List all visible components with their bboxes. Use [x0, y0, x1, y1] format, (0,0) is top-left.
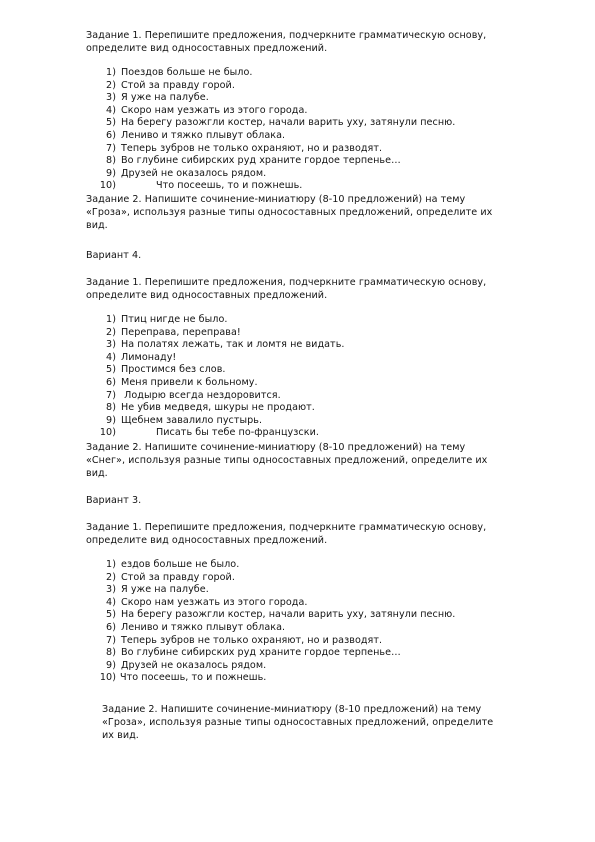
item-number: 1) — [106, 314, 116, 325]
instruction-line: «Гроза», используя разные типы односоставных предложений, определите их — [86, 207, 493, 219]
item-number: 7) — [106, 389, 116, 401]
task1-instructions — [86, 521, 556, 547]
item-text: Поездов больше не было. — [121, 67, 253, 78]
item-text: Стой за правду горой. — [121, 79, 235, 91]
instruction-line: Задание 1. Перепишите предложения, подчеркните грамматическую основу, — [86, 522, 487, 533]
item-text: Что посеешь, то и пожнешь. — [156, 180, 303, 192]
item-text: ездов больше не было. — [121, 559, 240, 570]
item-text: Во глубине сибирских руд храните гордое терпенье… — [121, 647, 401, 659]
instruction-line: Задание 2. Напишите сочинение-миниатюру (8-10 предложений) на тему — [86, 194, 466, 205]
item-number: 1) — [106, 67, 116, 78]
list-item — [86, 635, 556, 648]
instruction-line: Задание 2. Напишите сочинение-миниатюру (8-10 предложений) на тему — [102, 704, 482, 715]
variant-title: Вариант 4. — [86, 250, 142, 261]
variant-title: Вариант 3. — [86, 495, 142, 506]
item-text: Теперь зубров не только охраняют, но и разводят. — [121, 142, 383, 154]
item-text: На берегу разожгли костер, начали варить уху, затянули песню. — [121, 609, 456, 621]
list-item — [86, 105, 556, 118]
item-text: Теперь зубров не только охраняют, но и разводят. — [121, 634, 383, 646]
instruction-line: «Снег», используя разные типы односоставных предложений, определите их — [86, 455, 488, 467]
item-number: 8) — [106, 402, 116, 414]
sentence-list — [86, 559, 556, 685]
item-number: 9) — [106, 167, 116, 179]
item-number: 4) — [106, 104, 116, 116]
item-text: Лениво и тяжко плывут облака. — [121, 129, 286, 141]
item-text: Щебнем завалило пустырь. — [121, 414, 263, 426]
list-item — [86, 352, 556, 365]
instruction-line: Задание 1. Перепишите предложения, подчеркните грамматическую основу, — [86, 277, 487, 288]
list-item — [86, 327, 556, 340]
item-text: Простимся без слов. — [121, 364, 226, 376]
item-text: Я уже на палубе. — [121, 584, 209, 596]
list-item — [86, 402, 556, 415]
list-item — [86, 314, 556, 327]
task1-instructions — [86, 29, 556, 55]
item-number: 10) — [99, 180, 116, 192]
item-text: Стой за правду горой. — [121, 571, 235, 583]
item-number: 2) — [106, 571, 116, 583]
item-text: На берегу разожгли костер, начали варить уху, затянули песню. — [121, 117, 456, 129]
item-number: 6) — [106, 621, 116, 633]
item-text: Я уже на палубе. — [121, 92, 209, 104]
list-item — [86, 390, 556, 403]
list-item — [86, 647, 556, 660]
item-text: Не убив медведя, шкуры не продают. — [121, 402, 315, 414]
item-number: 9) — [106, 659, 116, 671]
item-text: Что посеешь, то и пожнешь. — [120, 672, 267, 684]
item-number: 5) — [106, 117, 116, 129]
item-text: Друзей не оказалось рядом. — [121, 167, 267, 179]
task1-instructions — [86, 276, 556, 302]
item-number: 4) — [106, 596, 116, 608]
list-item — [86, 377, 556, 390]
item-number: 4) — [106, 351, 116, 363]
list-item — [86, 168, 556, 181]
instruction-line: вид. — [86, 220, 108, 232]
instruction-line: определите вид односоставных предложений. — [86, 290, 328, 302]
item-number: 8) — [106, 155, 116, 167]
list-item — [86, 672, 556, 685]
item-number: 3) — [106, 92, 116, 104]
list-item — [86, 572, 556, 585]
list-item — [86, 660, 556, 673]
list-item — [86, 155, 556, 168]
item-number: 7) — [106, 634, 116, 646]
list-item — [86, 622, 556, 635]
item-text: Лимонаду! — [121, 351, 177, 363]
item-text: Птиц нигде не было. — [121, 314, 228, 325]
item-number: 5) — [106, 609, 116, 621]
item-text: Скоро нам уезжать из этого города. — [121, 104, 308, 116]
item-number: 1) — [106, 559, 116, 570]
list-item — [86, 130, 556, 143]
item-number: 6) — [106, 376, 116, 388]
item-text: Лениво и тяжко плывут облака. — [121, 621, 286, 633]
task2-instructions — [102, 703, 562, 743]
item-number: 10) — [99, 427, 116, 439]
item-text: Лодырю всегда нездоровится. — [121, 389, 281, 401]
list-item — [86, 67, 556, 80]
item-number: 9) — [106, 414, 116, 426]
sentence-list — [86, 67, 556, 193]
list-item — [86, 364, 556, 377]
list-item — [86, 143, 556, 156]
list-item — [86, 92, 556, 105]
task2-instructions — [86, 441, 556, 481]
sentence-list — [86, 314, 556, 440]
list-item — [86, 597, 556, 610]
item-text: Меня привели к больному. — [121, 376, 258, 388]
list-item — [86, 339, 556, 352]
item-number: 6) — [106, 129, 116, 141]
item-number: 5) — [106, 364, 116, 376]
instruction-line: вид. — [86, 468, 108, 480]
variant-heading — [86, 249, 556, 262]
instruction-line: определите вид односоставных предложений. — [86, 535, 328, 547]
list-item — [86, 117, 556, 130]
list-item — [86, 559, 556, 572]
list-item — [86, 584, 556, 597]
list-item — [86, 80, 556, 93]
instruction-line: Задание 2. Напишите сочинение-миниатюру (8-10 предложений) на тему — [86, 442, 466, 453]
item-number: 3) — [106, 584, 116, 596]
item-text: Друзей не оказалось рядом. — [121, 659, 267, 671]
item-text: Скоро нам уезжать из этого города. — [121, 596, 308, 608]
item-number: 2) — [106, 79, 116, 91]
item-text: Писать бы тебе по-французски. — [156, 427, 319, 439]
item-text: Переправа, переправа! — [121, 326, 241, 338]
instruction-line: «Гроза», используя разные типы односоставных предложений, определите — [102, 717, 494, 729]
item-number: 10) — [99, 672, 116, 684]
list-item — [86, 609, 556, 622]
list-item — [86, 427, 556, 440]
item-number: 7) — [106, 142, 116, 154]
item-number: 8) — [106, 647, 116, 659]
task2-instructions — [86, 193, 556, 233]
item-text: На полатях лежать, так и ломтя не видать. — [121, 339, 345, 351]
variant-heading — [86, 494, 556, 507]
item-text: Во глубине сибирских руд храните гордое терпенье… — [121, 155, 401, 167]
instruction-line: определите вид односоставных предложений. — [86, 43, 328, 55]
instruction-line: их вид. — [102, 730, 139, 742]
item-number: 3) — [106, 339, 116, 351]
list-item — [86, 415, 556, 428]
list-item — [86, 180, 556, 193]
item-number: 2) — [106, 326, 116, 338]
instruction-line: Задание 1. Перепишите предложения, подчеркните грамматическую основу, — [86, 30, 487, 41]
